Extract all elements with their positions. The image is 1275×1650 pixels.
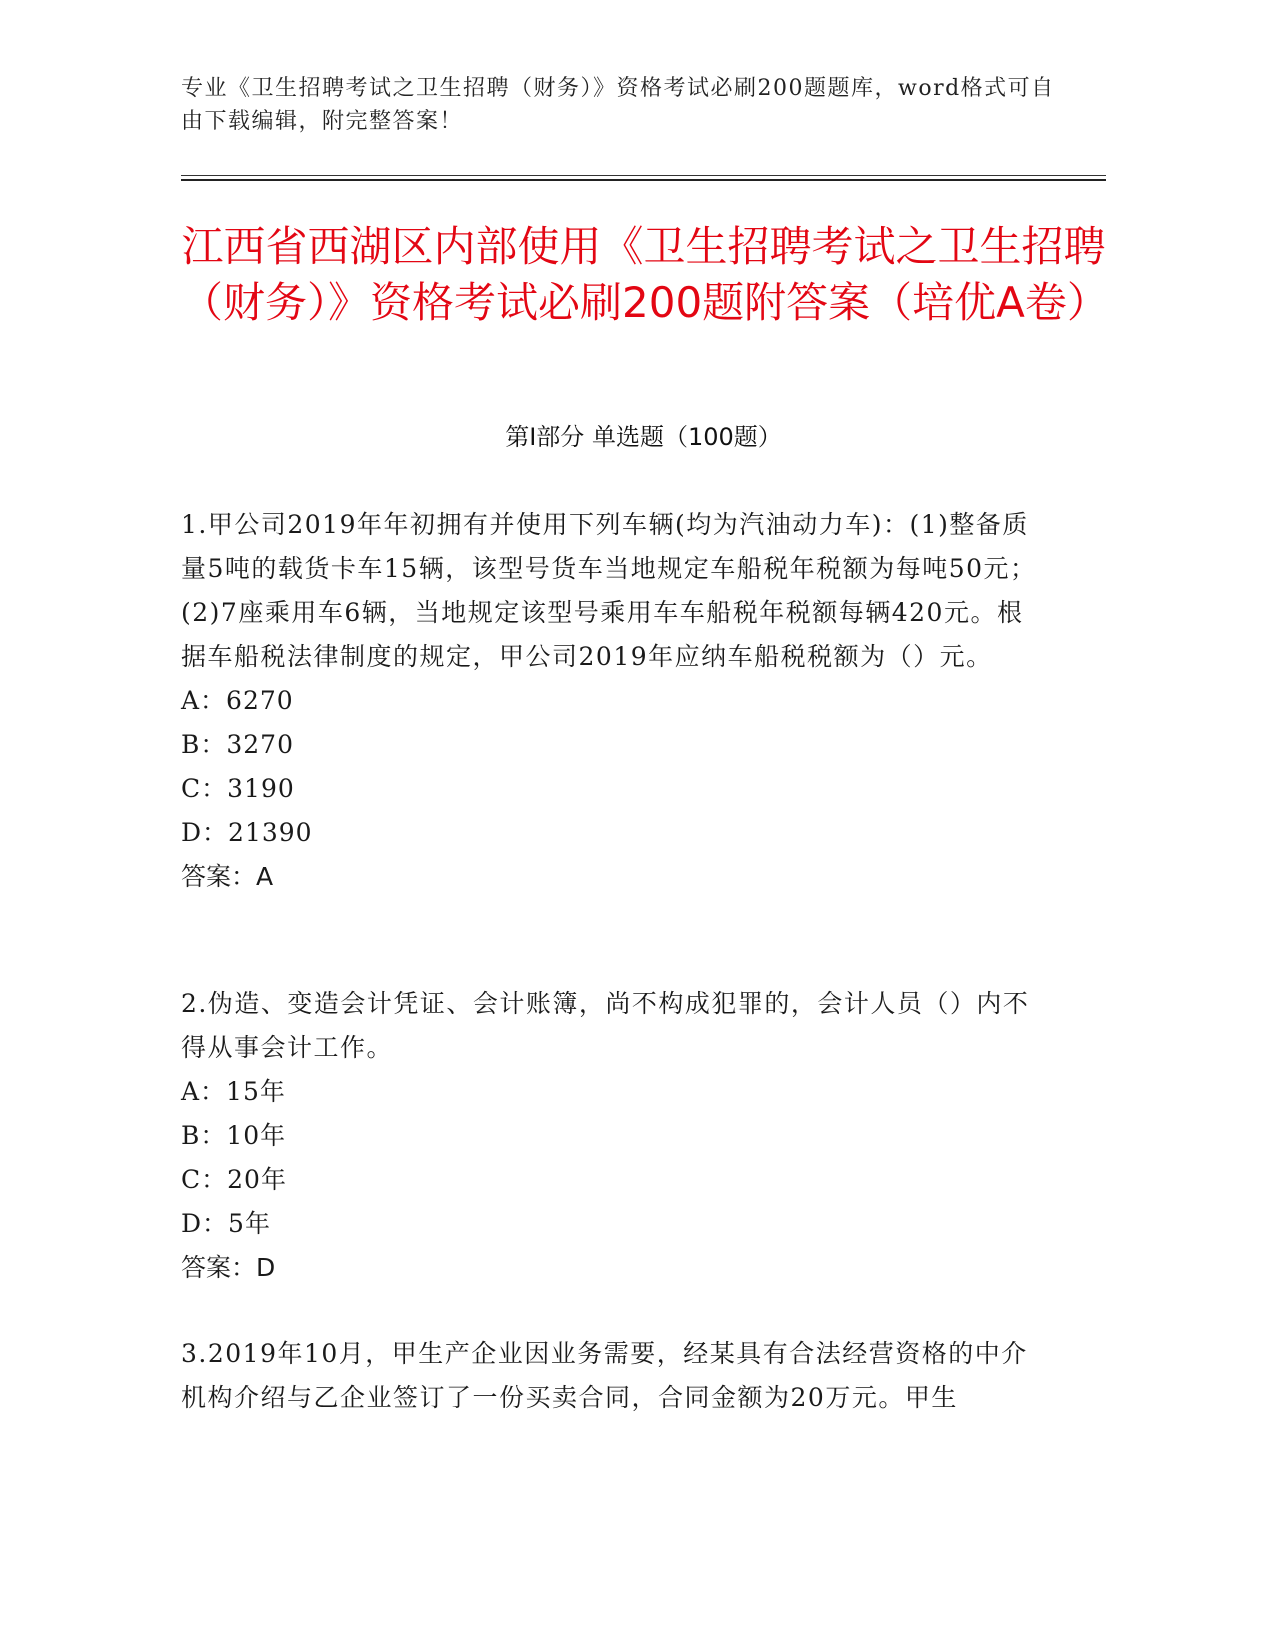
option-c: C：3190 <box>181 774 295 803</box>
option-d: D：5年 <box>181 1209 271 1238</box>
question-2 <box>181 982 1041 1290</box>
answer: 答案：A <box>181 862 274 891</box>
header-divider-thin <box>181 175 1106 176</box>
section-title: 第Ⅰ部分 单选题（100题） <box>505 423 782 451</box>
option-c: C：20年 <box>181 1165 287 1194</box>
question-stem: 2.伪造、变造会计凭证、会计账簿，尚不构成犯罪的，会计人员（）内不得从事会计工作。 <box>181 989 1030 1062</box>
option-b: B：3270 <box>181 730 294 759</box>
question-stem: 3.2019年10月，甲生产企业因业务需要，经某具有合法经营资格的中介机构介绍与乙企业签订了一份买卖合同，合同金额为20万元。甲生 <box>181 1339 1028 1412</box>
question-stem: 1.甲公司2019年年初拥有并使用下列车辆(均为汽油动力车)：(1)整备质量5吨的载货卡车15辆，该型号货车当地规定车船税年税额为每吨50元；(2)7座乘用车6辆，当地规定该型号乘用车车船税年税额每辆420元。根据车船税法律制度的规定，甲公司2019年应纳车船税税额为（）元。 <box>181 510 1037 671</box>
question-1 <box>181 503 1041 899</box>
question-3 <box>181 1332 1041 1420</box>
answer: 答案：D <box>181 1253 276 1282</box>
header-note: 专业《卫生招聘考试之卫生招聘（财务）》资格考试必刷200题题库，word格式可自由下载编辑，附完整答案！ <box>181 76 1055 134</box>
document-title: 江西省西湖区内部使用《卫生招聘考试之卫生招聘（财务）》资格考试必刷200题附答案（培优A卷） <box>181 222 1109 327</box>
option-b: B：10年 <box>181 1121 287 1150</box>
option-a: A：15年 <box>181 1077 286 1106</box>
header-divider-thick <box>181 179 1106 181</box>
option-a: A：6270 <box>181 686 294 715</box>
option-d: D：21390 <box>181 818 313 847</box>
